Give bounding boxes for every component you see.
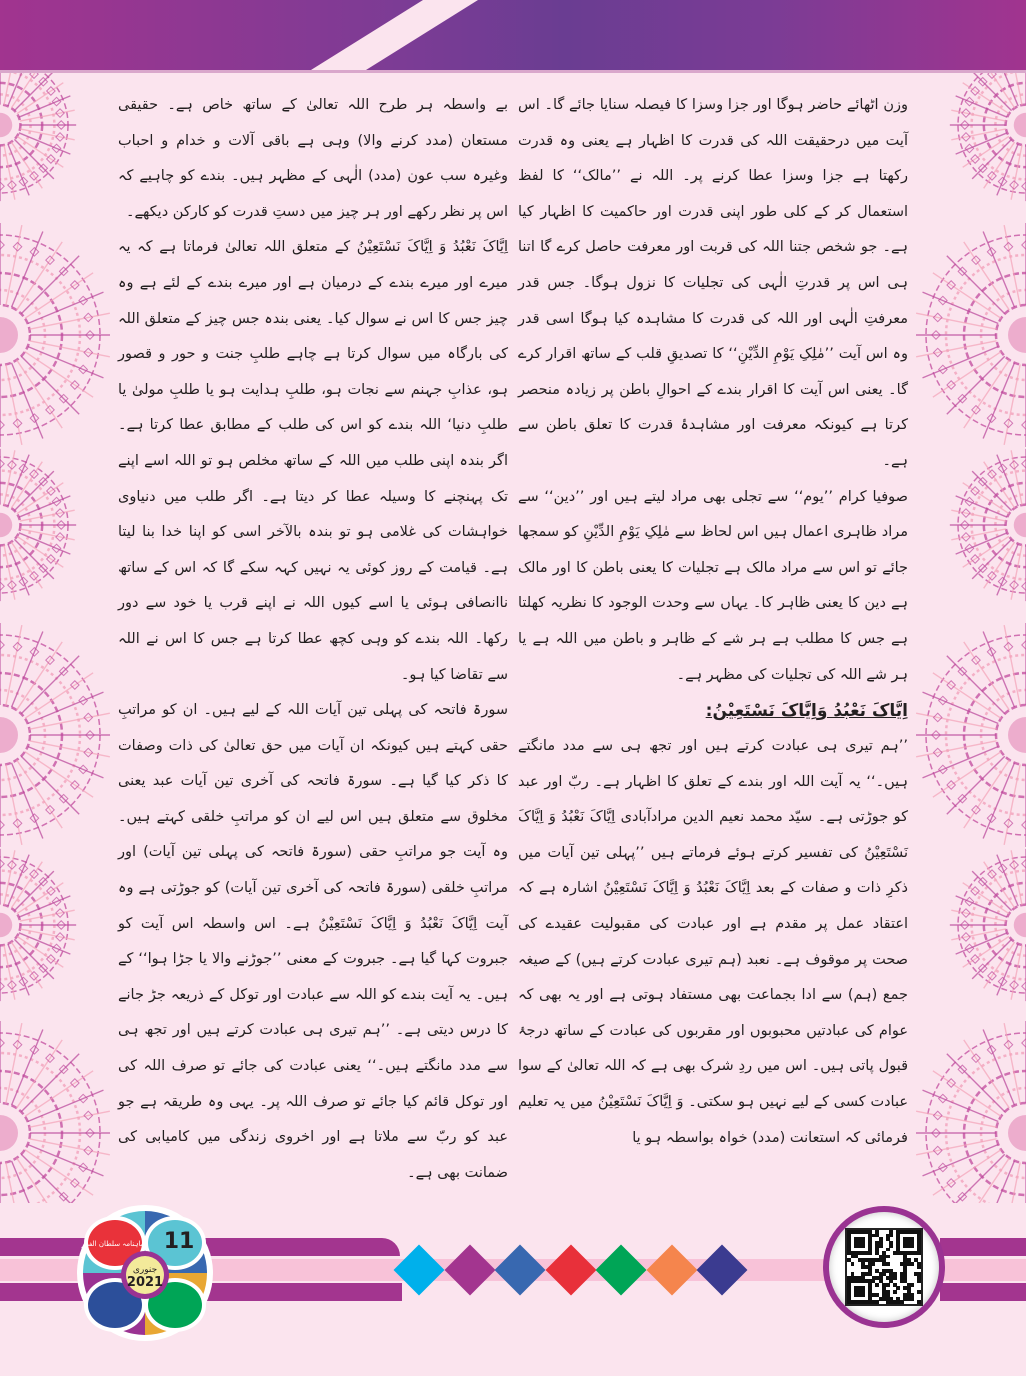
mandala-icon <box>950 449 1026 601</box>
magazine-logo: ماہنامہ سلطان الفقر <box>81 1240 145 1248</box>
mandala-icon <box>0 223 110 447</box>
issue-badge <box>75 1203 215 1343</box>
mandala-icon <box>0 449 76 601</box>
mandala-icon <box>916 623 1026 847</box>
mandala-icon <box>0 623 110 847</box>
paragraph: صوفیا کرام ’’یوم‘‘ سے تجلی بھی مراد لیتے ہیں اور ’’دین‘‘ سے مراد ظاہری اعمال ہیں اس لحاظ سے مٰلِکِ یَوْمِ الدِّیْنِ کو سمجھا جائے تو اس سے مراد مالک ہے تجلیات کا یعنی باطن کا اور مالک ہے دین کا یعنی ظاہر کا۔ یہاں سے وحدت الوجود کا نظریہ کھلتا ہے جس کا مطلب ہے ہر شے کے ظاہر و باطن میں اللہ ہے یا ہر شے اللہ کی تجلیات کی مظہر ہے۔ <box>518 488 908 683</box>
left-mandala-ornaments <box>0 73 110 1203</box>
footer-band-right-bottom <box>940 1283 1026 1301</box>
mandala-icon <box>0 73 76 201</box>
article-column-right <box>518 88 908 1156</box>
header-banner <box>0 0 1026 70</box>
mandala-icon <box>0 1021 110 1203</box>
diamond-shape <box>596 1245 647 1296</box>
diamond-shape <box>444 1245 495 1296</box>
diamond-shape <box>697 1245 748 1296</box>
mandala-icon <box>950 849 1026 1001</box>
mandala-icon <box>0 849 76 1001</box>
paragraph: ’’ہم تیری ہی عبادت کرتے ہیں اور تجھ ہی سے مدد مانگتے ہیں۔‘‘ یہ آیت اللہ اور بندے کے تعلق کا اظہار ہے۔ ربّ اور عبد کو جوڑتی ہے۔ سیّد محمد نعیم الدین مرادآبادی اِیَّاکَ نَعْبُدُ وَ اِیَّاکَ نَسْتَعِیْنُ کی تفسیر کرتے ہوئے فرماتے ہیں ’’پہلی تین آیات میں ذکرِ ذات و صفات کے بعد اِیَّاکَ نَعْبُدُ وَ اِیَّاکَ نَسْتَعِیْنُ اشارہ ہے کہ اعتقاد عمل پر مقدم ہے اور عبادت کی مقبولیت عقیدے کی صحت پر موقوف ہے۔ نعبد (ہم تیری عبادت کرتے ہیں) کے صیغہ جمع (ہم) سے ادا بجماعت بھی مستفاد ہوتی ہے اور یہ بھی کہ عوام کی عبادتیں محبوبوں اور مقربوں کی عبادت کے ساتھ درجۂ قبول پاتی ہیں۔ اس میں ردِ شرک بھی ہے کہ اللہ تعالیٰ کے سوا عبادت کسی کے لیے نہیں ہو سکتی۔ وَ اِیَّاکَ نَسْتَعِیْنُ میں یہ تعلیم فرمائی کہ استعانت (مدد) خواہ بواسطہ ہو یا <box>518 738 908 1146</box>
mandala-icon <box>916 223 1026 447</box>
header-diagonal-stripe <box>231 0 510 70</box>
issue-month: جنوری <box>132 1265 158 1275</box>
right-mandala-ornaments <box>916 73 1026 1203</box>
page-number: 11 <box>163 1229 195 1254</box>
qr-code-icon[interactable] <box>845 1228 923 1306</box>
paragraph: اِیَّاکَ نَعْبُدُ وَ اِیَّاکَ نَسْتَعِیْنُ کے متعلق اللہ تعالیٰ فرماتا ہے کہ یہ میرے اور میرے بندے کے درمیان ہے اور میرے بندے کے لئے ہے وہ چیز جس کا اس نے سوال کیا۔ یعنی بندہ جس چیز کے متعلق اللہ کی بارگاہ میں سوال کرتا ہے چاہے طلبِ جنت و حور و قصور ہو، عذابِ جہنم سے نجات ہو، طلبِ ہدایت ہو یا طلبِ مولیٰ یا طلبِ دنیا‘ اللہ بندے کو اس کی طلب کے مطابق عطا کرتا ہے۔ اگر بندہ اپنی طلب میں اللہ کے ساتھ مخلص ہو تو اللہ اسے اپنے تک پہنچنے کا وسیلہ عطا کر دیتا ہے۔ اگر طلب میں دنیاوی خواہشات کی غلامی ہو تو بندہ بالآخر اسی کو اپنا خدا بنا لیتا ہے۔ قیامت کے روز کوئی یہ نہیں کہہ سکے گا کہ اس کے ساتھ ناانصافی ہوئی یا اسے کیوں اللہ نے اپنے قرب یا خود سے دور رکھا۔ اللہ بندے کو وہی کچھ عطا کرتا ہے جس کا اس نے اللہ سے تقاضا کیا ہو۔ <box>118 239 508 683</box>
diamond-shape <box>495 1245 546 1296</box>
article-column-left <box>118 88 508 1191</box>
issue-year: 2021 <box>126 1275 164 1290</box>
header-divider <box>0 70 1026 73</box>
paragraph: وزن اٹھائے حاضر ہوگا اور جزا وسزا کا فیصلہ سنایا جائے گا۔ اس آیت میں درحقیقت اللہ کی قدرت کا اظہار ہے یعنی وہ قدرت رکھتا ہے جزا وسزا عطا کرنے پر۔ اللہ نے ’’مالک‘‘ کا لفظ استعمال کر کے کلی طور اپنی قدرت اور حاکمیت کا اظہار کیا ہے۔ جو شخص جتنا اللہ کی قربت اور معرفت حاصل کرے گا اتنا ہی اس پر قدرتِ الٰہی کی تجلیات کا نزول ہوگا۔ جس قدر معرفتِ الٰہی اور اللہ کی قدرت کا مشاہدہ کیا ہوگا اسی قدر وہ اس آیت ’’مٰلِکِ یَوْمِ الدِّیْنِ‘‘ کا تصدیقِ قلب کے ساتھ اقرار کرے گا۔ یعنی اس آیت کا اقرار بندے کے احوالِ باطن پر زیادہ منحصر کرتا ہے کیونکہ معرفت اور مشاہدۂ قدرت کا تعلق باطن سے ہے۔ <box>518 97 908 469</box>
paragraph: بے واسطہ ہر طرح اللہ تعالیٰ کے ساتھ خاص ہے۔ حقیقی مستعان (مدد کرنے والا) وہی ہے باقی آلات و خدام و احباب وغیرہ سب عون (مدد) الٰہی کے مظہر ہیں۔ بندے کو چاہیے کہ اس پر نظر رکھے اور ہر چیز میں دستِ قدرت کو کارکن دیکھے۔ <box>118 97 508 220</box>
diamond-shape <box>545 1245 596 1296</box>
diamond-shape <box>646 1245 697 1296</box>
paragraph: سورۃ فاتحہ کی پہلی تین آیات اللہ کے لیے ہیں۔ ان کو مراتبِ حقی کہتے ہیں کیونکہ ان آیات میں حق تعالیٰ کی ذات وصفات کا ذکر کیا گیا ہے۔ سورۃ فاتحہ کی آخری تین آیات عبد یعنی مخلوق سے متعلق ہیں اس لیے ان کو مراتبِ خلقی کہتے ہیں۔ وہ آیت جو مراتبِ حقی (سورۃ فاتحہ کی پہلی تین آیات) اور مراتبِ خلقی (سورۃ فاتحہ کی آخری تین آیات) کو جوڑتی ہے وہ آیت اِیَّاکَ نَعْبُدُ وَ اِیَّاکَ نَسْتَعِیْنُ ہے۔ اس واسطہ اس آیت کو جبروت کہا گیا ہے۔ جبروت کے معنی ’’جوڑنے والا یا جڑا ہوا‘‘ کے ہیں۔ یہ آیت بندے کو اللہ سے عبادت اور توکل کے ذریعہ جڑ جانے کا درس دیتی ہے۔ ’’ہم تیری ہی عبادت کرتے ہیں اور تجھ ہی سے مدد مانگتے ہیں۔‘‘ یعنی عبادت کی جائے تو صرف اللہ کی اور توکل قائم کیا جائے تو صرف اللہ پر۔ یہی وہ طریقہ ہے جو عبد کو ربّ سے ملاتا ہے اور اخروی زندگی میں کامیابی کی ضمانت بھی ہے۔ <box>118 702 508 1181</box>
mandala-icon <box>916 1021 1026 1203</box>
footer-band-right-top <box>940 1238 1026 1256</box>
section-heading: اِیَّاکَ نَعْبُدُ وَاِیَّاکَ نَسْتَعِیْنُ: <box>705 701 908 722</box>
mandala-icon <box>950 73 1026 201</box>
qr-code-frame <box>823 1206 945 1328</box>
